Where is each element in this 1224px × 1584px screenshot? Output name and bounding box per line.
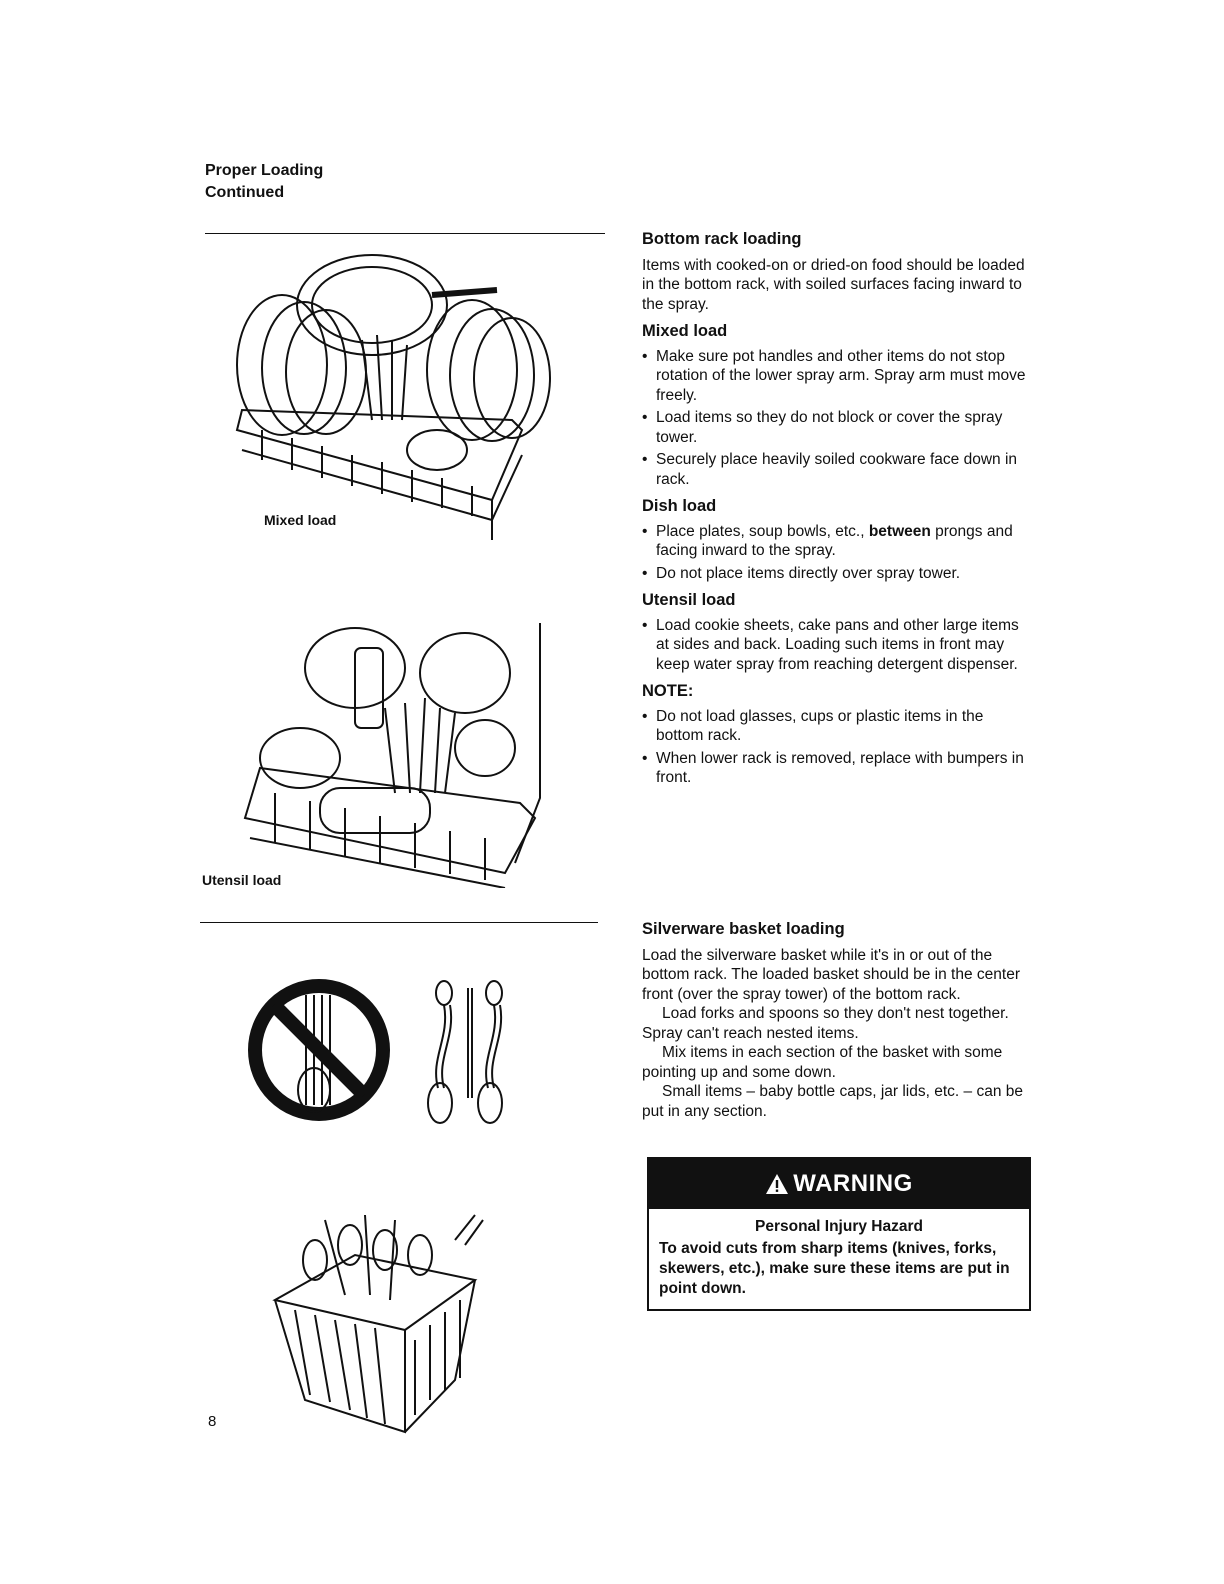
- silverware-paragraph: Small items – baby bottle caps, jar lids, etc. – can be put in any section.: [642, 1083, 1023, 1120]
- dish-item-text: Place plates, soup bowls, etc.,: [656, 522, 869, 540]
- header-subtitle: Continued: [205, 184, 285, 201]
- mixed-load-heading: Mixed load: [642, 322, 728, 340]
- silverware-heading: Silverware basket loading: [642, 920, 845, 938]
- warning-title: WARNING: [793, 1170, 913, 1197]
- mixed-load-list: [642, 347, 1032, 490]
- utensil-load-list: [642, 616, 1032, 675]
- list-item: • Load cookie sheets, cake pans and other large items at sides and back. Loading such items in front may keep water spray from reaching detergent dispenser.: [642, 616, 1032, 675]
- dish-item-emphasis: between: [868, 522, 931, 540]
- page-number: 8: [208, 1413, 217, 1430]
- spoons-illustration: [420, 978, 520, 1128]
- dish-load-heading: Dish load: [642, 497, 717, 515]
- utensil-load-illustration: [235, 618, 550, 888]
- list-item: • Do not place items directly over spray tower.: [642, 564, 1032, 584]
- list-item: [642, 522, 1032, 561]
- no-nesting-icon: [244, 975, 394, 1125]
- warning-text: To avoid cuts from sharp items (knives, forks, skewers, etc.), make sure these items are put in point down.: [659, 1240, 1010, 1297]
- header-title: Proper Loading: [205, 162, 324, 179]
- note-heading: NOTE:: [642, 682, 694, 700]
- divider-middle: [200, 922, 598, 923]
- silverware-paragraph: Mix items in each section of the basket with some pointing up and some down.: [642, 1044, 1003, 1081]
- mixed-load-illustration: [222, 250, 552, 540]
- note-list: [642, 707, 1032, 788]
- list-item: • When lower rack is removed, replace with bumpers in front.: [642, 749, 1032, 788]
- section-header: [205, 160, 323, 204]
- warning-box: [647, 1157, 1031, 1311]
- warning-body: [649, 1209, 1029, 1309]
- silverware-section: [642, 920, 1032, 1121]
- bottom-rack-heading: Bottom rack loading: [642, 230, 802, 248]
- bottom-rack-intro: Items with cooked-on or dried-on food should be loaded in the bottom rack, with soiled surfaces facing inward to the spray.: [642, 256, 1025, 313]
- dish-load-list: [642, 522, 1032, 584]
- list-item: • Securely place heavily soiled cookware face down in rack.: [642, 450, 1032, 489]
- silverware-paragraph: Load the silverware basket while it's in or out of the bottom rack. The loaded basket should be in the center front (over the spray tower) of the bottom rack.: [642, 946, 1020, 1003]
- dish-item-text-end: prongs and facing inward to the spray.: [656, 522, 1013, 559]
- silverware-basket-illustration: [255, 1200, 495, 1435]
- warning-subtitle: Personal Injury Hazard: [755, 1218, 923, 1235]
- bottom-rack-section: [642, 230, 1032, 796]
- mixed-load-caption: Mixed load: [264, 512, 337, 528]
- list-item: • Make sure pot handles and other items do not stop rotation of the lower spray arm. Spray arm must move freely.: [642, 347, 1032, 406]
- warning-triangle-icon: [765, 1173, 789, 1195]
- utensil-load-caption: Utensil load: [202, 872, 282, 888]
- warning-banner: [649, 1159, 1029, 1209]
- list-item: • Load items so they do not block or cover the spray tower.: [642, 408, 1032, 447]
- utensil-load-heading: Utensil load: [642, 591, 736, 609]
- list-item: • Do not load glasses, cups or plastic items in the bottom rack.: [642, 707, 1032, 746]
- silverware-paragraph: Load forks and spoons so they don't nest together. Spray can't reach nested items.: [642, 1005, 1009, 1042]
- divider-top: [205, 233, 605, 234]
